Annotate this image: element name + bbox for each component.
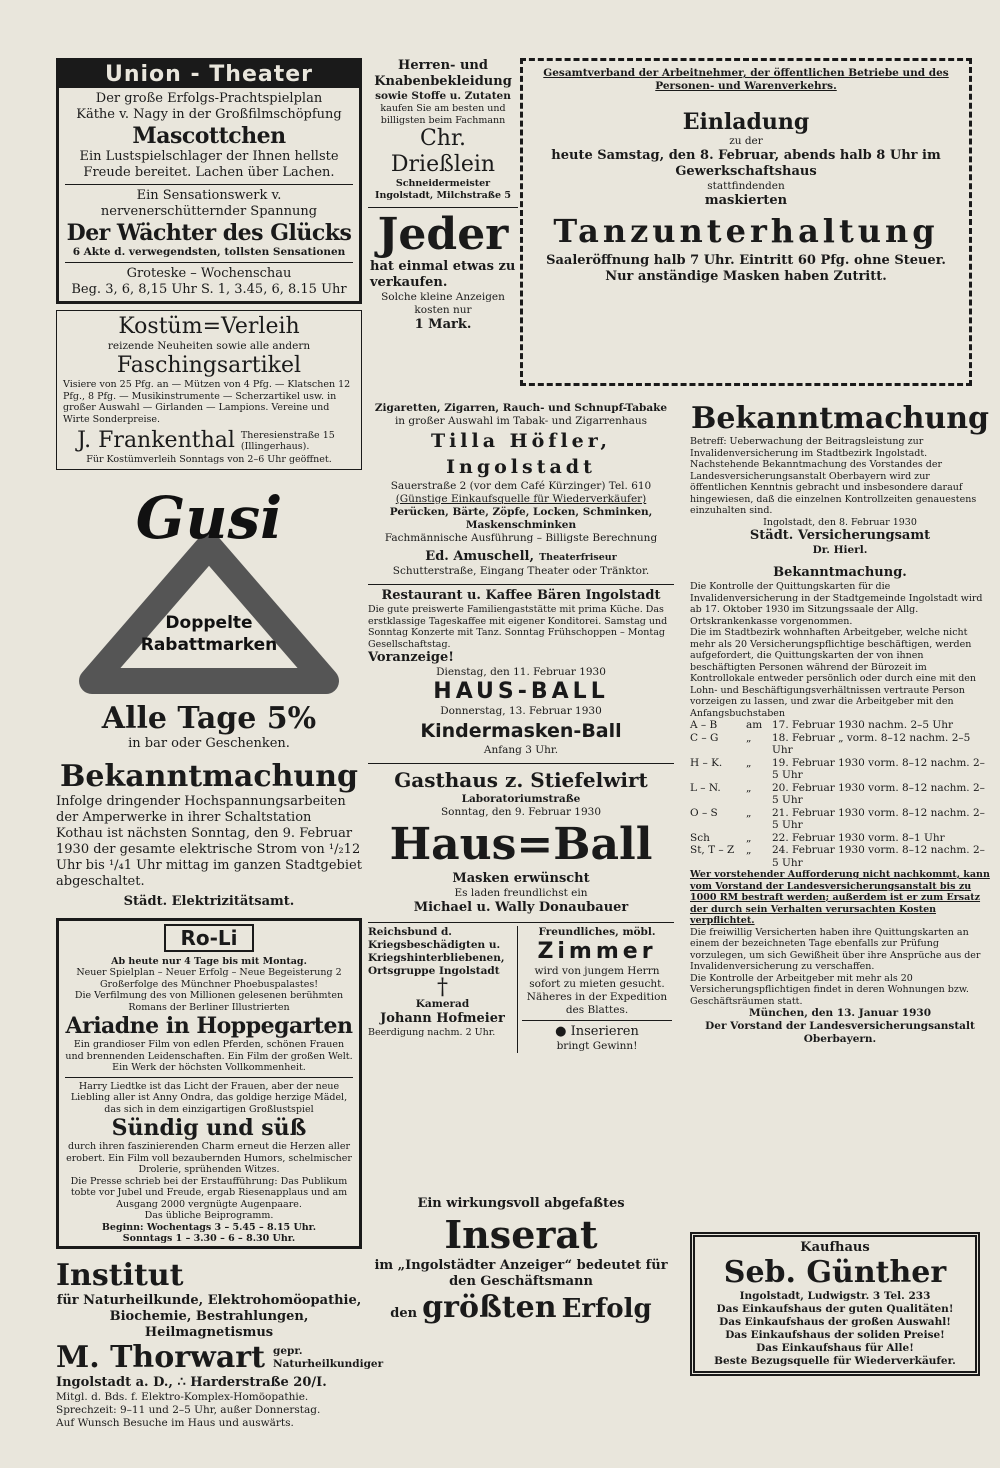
ad-text: Michael u. Wally Donaubauer xyxy=(413,900,629,915)
ad-text: Käthe v. Nagy in der Großfilmschöpfung xyxy=(76,107,342,122)
slogan-line: Das Einkaufshaus der soliden Preise! xyxy=(725,1329,945,1341)
ad-text: Sprechzeit: 9–11 und 2–5 Uhr, außer Donnerstag. xyxy=(56,1403,321,1416)
event-title: HAUS-BALL xyxy=(433,679,609,704)
ad-text: Beerdigung nachm. 2 Uhr. xyxy=(368,1027,496,1038)
schedule-cell: H – K. xyxy=(690,756,723,769)
film-title: Mascottchen xyxy=(132,123,286,149)
schedule-cell: 24. Februar 1930 vorm. 8–12 nachm. 2–5 Uhr xyxy=(772,844,985,869)
slogan-list xyxy=(701,1303,969,1368)
ad-text: Neuer Spielplan – Neuer Erfolg – Neue Begeisterung 2 Großerfolge des Münchner Phoebuspalastes! xyxy=(76,967,342,990)
ad-title: Inserieren xyxy=(570,1024,639,1039)
ad-text: Gesamtverband der Arbeitnehmer, der öffentlichen Betriebe und des Personen- und Warenverkehrs. xyxy=(543,67,949,92)
jeder-ad xyxy=(368,211,518,333)
driesslein-ad xyxy=(368,58,518,201)
ad-text: Näheres in der Expedition des Blattes. xyxy=(526,991,668,1016)
ad-text: Saaleröffnung halb 7 Uhr. Eintritt 60 Pfg. ohne Steuer. xyxy=(546,253,946,268)
ad-text: durch ihren faszinierenden Charm erneut die Herzen aller erobert. Ein Film voll bezaubernden Humors, schelmischer Drolerie, sprühenden Witzes. xyxy=(66,1141,352,1175)
schedule-cell: „ xyxy=(746,781,752,794)
notice-body: Die Kontrolle der Quittungskarten für die Invalidenversicherung in der Stadtgemeinde Ingolstadt wird ab 17. Oktober 1930 im Sitzungssaale der Allg. Ortskrankenkasse vorgenommen. xyxy=(690,581,983,627)
film-title: Sündig und süß xyxy=(111,1115,307,1141)
divider xyxy=(368,763,674,764)
notice-signature: Der Vorstand der Landesversicherungsanstalt Oberbayern. xyxy=(705,1020,975,1045)
schedule-cell: „ xyxy=(746,844,752,856)
schedule-cell: 19. Februar 1930 vorm. 8–12 nachm. 2–5 Uhr xyxy=(772,756,985,781)
schedule-cell: „ xyxy=(746,806,752,819)
stiefelwirt-ad xyxy=(368,767,674,916)
schedule-cell: C – G xyxy=(690,731,719,744)
ad-text: Ein Lustspielschlager der Ihnen hellste Freude bereitet. Lachen über Lachen. xyxy=(79,149,339,180)
ad-text: Ein grandioser Film von edlen Pferden, schönen Frauen und brennenden Leidenschaften. Ein Film der großen Welt. Ein Werk der höchsten Vollkommenheit. xyxy=(65,1039,353,1073)
shop-address: Theresienstraße 15 (Illingerhaus). xyxy=(240,429,335,452)
ad-text: (Günstige Einkaufsquelle für Wiederverkäufer) xyxy=(395,493,647,505)
ad-text: Auf Wunsch Besuche im Haus und auswärts. xyxy=(56,1416,294,1429)
deceased-name: Johann Hofmeier xyxy=(380,1011,505,1026)
ad-text: Anfang 3 Uhr. xyxy=(483,744,559,756)
schedule-cell: „ xyxy=(746,831,752,844)
showtimes: Sonntags 1 – 3.30 – 6 – 8.30 Uhr. xyxy=(122,1233,296,1244)
shop-role: Theaterfriseur xyxy=(539,552,617,563)
divider xyxy=(65,184,353,185)
tanzunterhaltung-ad xyxy=(520,58,972,386)
slogan-line: Das Einkaufshaus für Alle! xyxy=(756,1342,914,1354)
schedule-cell: 17. Februar 1930 nachm. 2–5 Uhr xyxy=(772,719,954,731)
ad-text: 6 Akte d. verwegendsten, tollsten Sensationen xyxy=(72,246,346,258)
shop-name: Seb. Günther xyxy=(723,1255,947,1290)
divider xyxy=(65,262,353,263)
schedule-cell: 18. Februar „ vorm. 8–12 nachm. 2–5 Uhr xyxy=(772,731,971,756)
showtimes: Beg. 3, 6, 8,15 Uhr S. 1, 3.45, 6, 8.15 Uhr xyxy=(71,282,347,297)
ad-text: im „Ingolstädter Anzeiger“ bedeutet für den Geschäftsmann xyxy=(374,1258,668,1289)
kaufhaus-guenther-ad xyxy=(690,1232,980,1376)
ad-title: Herren- und xyxy=(398,58,488,73)
shop-address: Ingolstadt, Ludwigstr. 3 Tel. 233 xyxy=(739,1290,931,1302)
kostuem-verleih-ad xyxy=(56,310,362,470)
slogan-line: Das Einkaufshaus der großen Auswahl! xyxy=(719,1316,951,1328)
shop-address: Ingolstadt, Milchstraße 5 xyxy=(375,189,511,201)
divider xyxy=(522,1020,672,1021)
ad-title: Restaurant u. Kaffee Bären Ingolstadt xyxy=(381,588,661,603)
shop-address: Schutterstraße, Eingang Theater oder Tränktor. xyxy=(392,565,650,577)
ad-title: größten xyxy=(422,1290,557,1325)
shop-address: Sauerstraße 2 (vor dem Café Kürzinger) Tel. 610 xyxy=(390,480,652,492)
ad-text: in großer Auswahl im Tabak- und Zigarrenhaus xyxy=(394,415,648,427)
column-right-lower xyxy=(690,402,990,1052)
event-title: Tanzunterhaltung xyxy=(553,212,939,250)
ad-title: Faschingsartikel xyxy=(116,353,302,378)
cross-icon: † xyxy=(437,975,448,1000)
ad-text: Donnerstag, 13. Februar 1930 xyxy=(440,705,602,717)
roli-ad xyxy=(56,918,362,1249)
ad-title: Einladung xyxy=(682,109,810,135)
event-title: Haus=Ball xyxy=(389,819,653,870)
slogan-line: Beste Bezugsquelle für Wiederverkäufer. xyxy=(714,1355,956,1367)
reichsbund-ad xyxy=(368,926,518,1053)
shop-role: Schneidermeister xyxy=(395,178,491,189)
union-theater-ad xyxy=(56,58,362,304)
gusi-triangle-text-1: Doppelte xyxy=(165,612,253,633)
union-theater-title: Union - Theater xyxy=(59,61,359,88)
notice-signature: Städt. Versicherungsamt xyxy=(749,528,931,543)
ad-text: Masken erwünscht xyxy=(452,871,590,886)
shop-name: Ed. Amuschell, xyxy=(425,549,534,564)
gusi-logo-graphic xyxy=(56,476,362,696)
ad-text: reizende Neuheiten sowie alle andern xyxy=(107,340,311,352)
ad-title: Zimmer xyxy=(537,939,657,964)
notice-body: Infolge dringender Hochspannungsarbeiten der Amperwerke in ihrer Schaltstation Kothau ist nächsten Sonntag, den 9. Februar 1930 der gesamte elektrische Strom von ¹/₂12 Uhr bis ¹/₄1 Uhr mittag im ganzen Stadtgebiet abgeschaltet. xyxy=(56,793,362,889)
notice-date: München, den 13. Januar 1930 xyxy=(748,1007,932,1019)
divider xyxy=(368,207,518,208)
film-title: Ariadne in Hoppegarten xyxy=(65,1013,353,1039)
notice-title: Bekanntmachung xyxy=(59,758,358,794)
schedule-cell: 22. Februar 1930 vorm. 8–1 Uhr xyxy=(772,831,945,844)
ad-text: Dienstag, den 11. Februar 1930 xyxy=(436,666,606,678)
notice-body: Die Kontrolle der Arbeitgeber mit mehr als 20 Versicherungspflichtigen findet in deren Wohnungen bzw. Geschäftsräumen statt. xyxy=(690,972,969,1007)
ad-text: bringt Gewinn! xyxy=(556,1040,638,1052)
notice-warning: Wer vorstehender Aufforderung nicht nachkommt, kann vom Vorstand der Landesversicherungsanstalt bis zu 1000 RM bestraft werden; außerdem ist er zum Ersatz der durch sein Verhalten verursachten Kosten verpflichtet. xyxy=(690,869,990,926)
notice-title: Bekanntmachung. xyxy=(773,565,907,580)
schedule-cell: am xyxy=(746,719,763,731)
ad-title: Gasthaus z. Stiefelwirt xyxy=(394,768,648,792)
ad-text: heute Samstag, den 8. Februar, abends halb 8 Uhr im Gewerkschaftshaus xyxy=(551,148,941,179)
column-left xyxy=(56,58,384,1440)
gusi-ad xyxy=(56,476,362,752)
ad-title: Reichsbund d. Kriegsbeschädigten u. Kriegshinterbliebenen, xyxy=(368,926,505,964)
schedule-table xyxy=(690,719,990,869)
schedule-cell: A – B xyxy=(690,719,718,731)
event-title: Kindermasken-Ball xyxy=(420,720,622,742)
ad-title: Jeder xyxy=(377,209,509,260)
tabak-ad xyxy=(368,402,674,578)
column-right xyxy=(520,58,972,386)
ad-text: Mitgl. d. Bds. f. Elektro-Komplex-Homöopathie. xyxy=(56,1390,309,1403)
ad-text: in bar oder Geschenken. xyxy=(128,735,290,751)
notice-signature: Städt. Elektrizitätsamt. xyxy=(123,893,295,909)
ad-title: Zigaretten, Zigarren, Rauch- und Schnupf-Tabake xyxy=(374,402,668,414)
film-title: Der Wächter des Glücks xyxy=(66,220,352,246)
schedule-cell: St, T – Z xyxy=(690,844,735,856)
ad-text: Die Presse schrieb bei der Erstaufführung: Das Publikum tobte vor Jubel und Freude, ergab Riesenapplaus und am Ausgang 2000 vergnügte Augenpaare. xyxy=(70,1175,348,1210)
institut-ad xyxy=(56,1255,384,1434)
ad-text: Laboratoriumstraße xyxy=(461,793,581,805)
ad-text: für Naturheilkunde, Elektrohomöopathie, Biochemie, Bestrahlungen, Heilmagnetismus xyxy=(56,1292,362,1340)
ad-text: Groteske – Wochenschau xyxy=(126,266,292,281)
roli-title: Ro-Li xyxy=(164,924,253,952)
ad-title: Institut xyxy=(56,1257,184,1293)
notice-subject: Betreff: Ueberwachung der Beitragsleistung zur Invalidenversicherung im Stadtbezirk Ingolstadt. xyxy=(690,436,928,459)
ad-text: Freundliches, möbl. xyxy=(538,926,656,938)
ad-title: Ortsgruppe Ingolstadt xyxy=(368,965,500,977)
notice-body: Nachstehende Bekanntmachung des Vorstandes der Landesversicherungsanstalt Oberbayern wird zur öffentlichen Kenntnis gebracht und insbesondere darauf hingewiesen, daß die einzelnen Kontrollzeiten genauestens einzuhalten sind. xyxy=(690,459,977,516)
gusi-triangle-text-2: Rabattmarken xyxy=(140,634,278,655)
baeren-ad xyxy=(368,588,674,757)
ad-text: Nur anständige Masken haben Zutritt. xyxy=(605,269,887,284)
ad-text: Kaufhaus xyxy=(800,1240,870,1255)
schedule-cell: „ xyxy=(746,756,752,769)
shop-name: Chr. Drießlein xyxy=(390,126,496,177)
ad-text: Perücken, Bärte, Zöpfe, Locken, Schminken, Maskenschminken xyxy=(389,506,653,531)
notice-title: Bekanntmachung xyxy=(690,401,989,436)
ad-text: Es laden freundlichst ein xyxy=(454,887,588,899)
ad-text: Die gute preiswerte Familiengaststätte mit prima Küche. Das erstklassige Tageskaffee mit eigener Konditorei. Samstag und Sonntag Konzerte mit Tanz. Sonntag Frühschoppen – Montag Gesellschaftstag. xyxy=(368,604,668,650)
column-middle xyxy=(368,402,674,1059)
slogan-line: Das Einkaufshaus der guten Qualitäten! xyxy=(716,1303,954,1315)
bekanntmachung-elektrizitaet xyxy=(56,758,362,912)
ad-text: Solche kleine Anzeigen kosten nur xyxy=(381,291,505,316)
ad-text: kaufen Sie am besten und billigsten beim Fachmann xyxy=(380,103,506,126)
ad-text: den xyxy=(390,1306,418,1321)
schedule-cell: O – S xyxy=(690,806,718,819)
gusi-logo-text: Gusi xyxy=(135,483,283,552)
column-middle-top-left xyxy=(368,58,518,339)
ad-text: wird von jungem Herrn sofort zu mieten gesucht. xyxy=(529,965,665,990)
notice-body: Die im Stadtbezirk wohnhaften Arbeitgeber, welche nicht mehr als 20 Versicherungspflichtige beschäftigen, werden aufgefordert, die Quittungskarten der von ihnen beschäftigten Personen während der Bürozeit im Kontrollokale entweder persönlich oder durch eine mit den Lohn- und Beschäftigungsverhältnissen vertraute Person vorzeigen zu lassen, und zwar die Arbeitgeber mit den Anfangsbuchstaben xyxy=(690,627,977,719)
practitioner-name: M. Thorwart xyxy=(56,1339,265,1375)
bekanntmachung-versicherung xyxy=(690,402,990,1046)
ad-text: Für Kostümverleih Sonntags von 2–6 Uhr geöffnet. xyxy=(86,454,332,465)
ad-text: Das übliche Beiprogramm. xyxy=(144,1210,274,1221)
practitioner-address: Ingolstadt a. D., ∴ Harderstraße 20/I. xyxy=(56,1374,327,1390)
schedule-cell: 21. Februar 1930 vorm. 8–12 nachm. 2–5 Uhr xyxy=(772,806,985,831)
notice-signature: Dr. Hierl. xyxy=(812,544,868,556)
ad-text: hat einmal etwas zu verkaufen. xyxy=(370,259,516,290)
ad-title: sowie Stoffe u. Zutaten xyxy=(375,90,511,102)
divider xyxy=(368,922,674,923)
showtimes: Beginn: Wochentags 3 – 5.45 – 8.15 Uhr. xyxy=(101,1221,317,1233)
ad-title: Erfolg xyxy=(561,1294,652,1324)
divider xyxy=(368,584,674,585)
ad-text: Harry Liedtke ist das Licht der Frauen, aber der neue Liebling aller ist Anny Ondra, das goldige herzige Mädel, das sich in dem einzigartigen Großlustspiel xyxy=(70,1080,348,1115)
ad-text: Ein wirkungsvoll abgefaßtes xyxy=(417,1196,625,1211)
shop-name: Tilla Höfler, Ingolstadt xyxy=(430,430,612,478)
ad-text: zu der xyxy=(729,135,763,147)
ad-text: stattfindenden xyxy=(707,180,785,192)
shop-name: J. Frankenthal xyxy=(77,428,235,453)
ad-text: Kamerad xyxy=(415,998,470,1010)
ad-text: Der große Erfolgs-Prachtspielplan xyxy=(95,91,323,106)
schedule-cell: Sch xyxy=(690,831,710,844)
divider xyxy=(65,1077,353,1078)
schedule-cell: „ xyxy=(746,731,752,744)
practitioner-role: gepr. Naturheilkundiger xyxy=(272,1344,384,1370)
ad-title: Knabenbekleidung xyxy=(374,74,512,89)
ad-text: maskierten xyxy=(704,193,788,208)
schedule-cell: L – N. xyxy=(690,781,721,794)
zimmer-ad: Freundliches, möbl. Zimmer wird von jungem Herrn sofort zu mieten gesucht. Näheres in der Expedition des Blattes. ● Inserieren bringt Gewinn! xyxy=(522,926,672,1053)
inserat-ad xyxy=(368,1196,674,1325)
notice-date: Ingolstadt, den 8. Februar 1930 xyxy=(763,516,917,528)
ad-text: Fachmännische Ausführung – Billigste Berechnung xyxy=(384,532,658,544)
ad-title: Kostüm=Verleih xyxy=(118,314,300,339)
notice-body: Die freiwillig Versicherten haben ihre Quittungskarten an einem der bezeichneten Tage ebenfalls zur Prüfung vorzulegen, um sich Gewißheit über ihre Ansprüche aus der Invalidenversicherung zu verschaffen. xyxy=(690,926,981,972)
ad-text: Ab heute nur 4 Tage bis mit Montag. xyxy=(111,955,307,967)
ad-text: Die Verfilmung des von Millionen gelesenen berühmten Romans der Berliner Illustrierten xyxy=(74,990,344,1013)
ad-text: 1 Mark. xyxy=(414,317,472,332)
ad-title: Inserat xyxy=(444,1212,598,1257)
ad-title: Alle Tage 5% xyxy=(101,700,317,736)
gusi-logo xyxy=(56,476,362,696)
ad-text: Visiere von 25 Pfg. an — Mützen von 4 Pfg. — Klatschen 12 Pfg., 8 Pfg. — Musikinstrumente — Scherzartikel usw. in großer Auswahl — Girlanden — Lampions. Vereine und Wirte Sonderpreise. xyxy=(63,379,351,425)
schedule-cell: 20. Februar 1930 vorm. 8–12 nachm. 2–5 Uhr xyxy=(772,781,985,806)
ad-text: Sonntag, den 9. Februar 1930 xyxy=(440,806,602,818)
ad-text: Ein Sensationswerk v. nervenerschütternder Spannung xyxy=(100,188,318,219)
ad-text: Voranzeige! xyxy=(368,650,454,665)
